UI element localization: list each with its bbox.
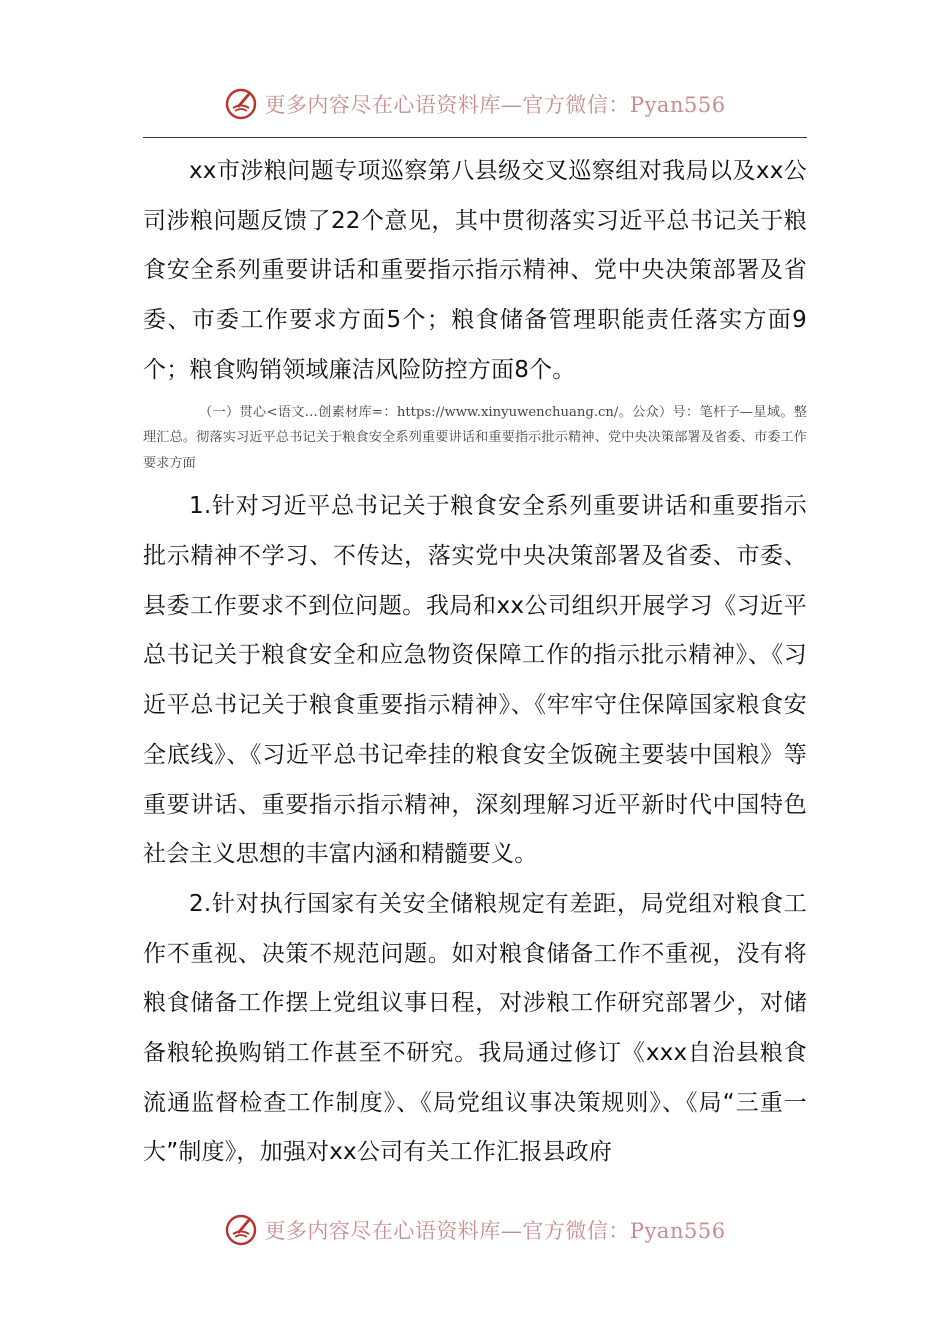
intro-paragraph: xx市涉粮问题专项巡察第八县级交叉巡察组对我局以及xx公司涉粮问题反馈了22个意见，其中贯彻落实习近平总书记关于粮食安全系列重要讲话和重要指示指示精神、党中央决策部署及省委、市委工作要求方面5个；粮食储备管理职能责任落实方面9个；粮食购销领域廉洁风险防控方面8个。 (143, 158, 807, 383)
item-2-paragraph: 2.针对执行国家有关安全储粮规定有差距，局党组对粮食工作不重视、决策不规范问题。如对粮食储备工作不重视，没有将粮食储备工作摆上党组议事日程，对涉粮工作研究部署少，对储备粮轮换购销工作甚至不研究。我局通过修订《xxx自治县粮食流通监督检查工作制度》、《局党组议事决策规则》、《局“三重一大”制度》，加强对xx公司有关工作汇报县政府 (143, 890, 807, 1166)
pen-book-logo-icon (224, 87, 258, 121)
footer-banner-text: 更多内容尽在心语资料库—官方微信：Pyan556 (264, 1219, 726, 1243)
header-banner-text: 更多内容尽在心语资料库—官方微信：Pyan556 (264, 93, 726, 117)
header-divider (143, 137, 807, 138)
document-body (143, 147, 807, 1178)
header-banner (0, 84, 950, 124)
pen-book-logo-icon (224, 1213, 258, 1247)
item-1-paragraph: 1.针对习近平总书记关于粮食安全系列重要讲话和重要指示批示精神不学习、不传达，落实党中央决策部署及省委、市委、县委工作要求不到位问题。我局和xx公司组织开展学习《习近平总书记关于粮食安全和应急物资保障工作的指示批示精神》、《习近平总书记关于粮食重要指示精神》、《牢牢守住保障国家粮食安全底线》、《习近平总书记牵挂的粮食安全饭碗主要装中国粮》等重要讲话、重要指示指示精神，深刻理解习近平新时代中国特色社会主义思想的丰富内涵和精髓要义。 (143, 493, 807, 868)
footer-banner (0, 1210, 950, 1250)
section-heading-note: （一）贯心<语文…创素材库=：https://www.xinyuwenchuang.cn/。公众）号：笔杆子—星域。整理汇总。彻落实习近平总书记关于粮食安全系列重要讲话和重要指示批示精神、党中央决策部署及省委、市委工作要求方面 (143, 404, 807, 471)
